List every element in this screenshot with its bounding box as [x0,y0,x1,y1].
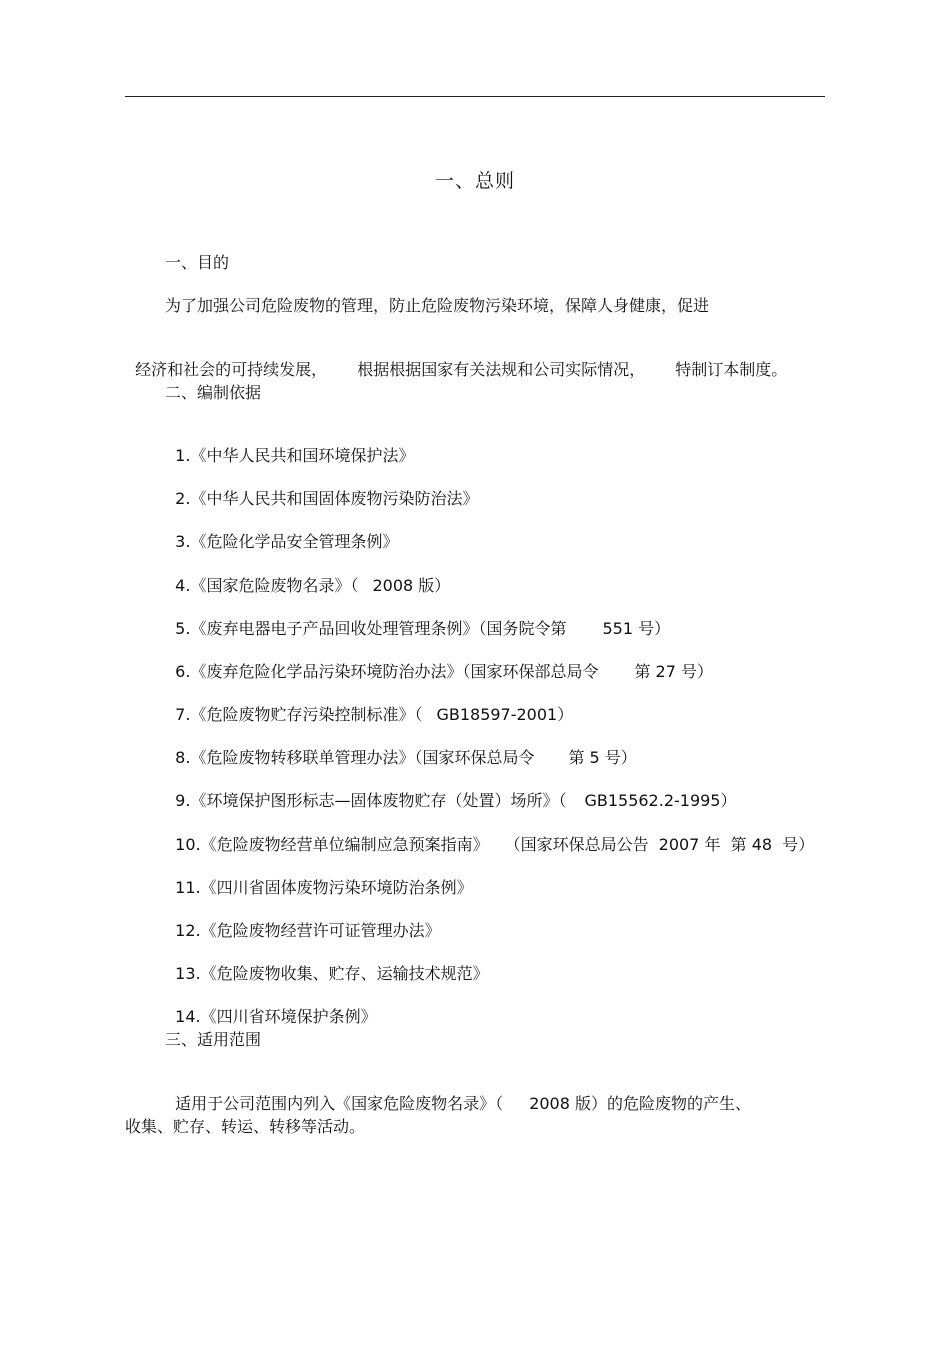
basis-item [165,469,478,509]
basis-item [165,944,489,984]
basis-item-number: 551 号） [602,619,671,638]
basis-item-text: 3.《危险化学品安全管理条例》 [175,532,399,551]
purpose-line-2-part-a: 经济和社会的可持续发展， [135,360,328,379]
purpose-heading: 一、目的 [165,253,230,272]
basis-item-number: 第 27 号） [634,662,713,681]
scope-heading: 三、适用范围 [165,1030,262,1049]
basis-item-text: 9.《环境保护图形标志—固体废物贮存（处置）场所》（ [175,791,567,810]
scope-line-2: 收集、贮存、转运、转移等活动。 [125,1117,366,1136]
basis-item [165,771,737,811]
basis-item-text: 10.《危险废物经营单位编制应急预案指南》 [175,835,489,854]
basis-item-text: 12.《危险废物经营许可证管理办法》 [175,921,441,940]
basis-item-standard: GB18597-2001） [436,705,574,724]
scope-line-1-part-b: 2008 版）的危险废物的产生、 [529,1094,751,1113]
basis-item [165,685,573,725]
basis-item [165,642,713,682]
basis-item [165,728,637,768]
basis-item-text: 11.《四川省固体废物污染环境防治条例》 [175,878,473,897]
basis-item-text: 7.《危险废物贮存污染控制标准》（ [175,705,423,724]
section-title: 一、总则 [434,170,515,192]
basis-item [165,426,414,466]
header-rule [125,96,825,97]
basis-item-text: 1.《中华人民共和国环境保护法》 [175,446,415,465]
basis-item-text: 13.《危险废物收集、贮存、运输技术规范》 [175,964,489,983]
basis-item-number: 2007 年 第 48 号） [658,835,815,854]
basis-item [165,901,441,941]
purpose-line-2-part-c: 特制订本制度。 [675,360,788,379]
basis-item-text: 6.《废弃危险化学品污染环境防治办法》（国家环保部总局令 [175,662,599,681]
purpose-line-2 [125,340,787,380]
basis-heading: 二、编制依据 [165,383,262,402]
basis-item [165,512,398,552]
basis-item-text: 8.《危险废物转移联单管理办法》（国家环保总局令 [175,748,535,767]
basis-item [165,987,377,1027]
basis-item-text: 14.《四川省环境保护条例》 [175,1007,377,1026]
basis-item-version: 2008 版） [372,576,451,595]
scope-line-1-part-a: 适用于公司范围内列入《国家危险废物名录》（ [175,1094,504,1113]
basis-item-source: （国家环保总局公告 [504,835,649,854]
basis-item-text: 2.《中华人民共和国固体废物污染防治法》 [175,489,479,508]
basis-item-text: 4.《国家危险废物名录》（ [175,576,359,595]
purpose-line-2-part-b: 根据根据国家有关法规和公司实际情况， [357,360,646,379]
basis-item [165,599,670,639]
basis-item-text: 5.《废弃电器电子产品回收处理管理条例》（国务院令第 [175,619,567,638]
basis-item-number: 第 5 号） [568,748,637,767]
basis-item [165,858,473,898]
purpose-line-1: 为了加强公司危险废物的管理，防止危险废物污染环境，保障人身健康，促进 [165,296,710,315]
scope-line-1 [165,1074,751,1114]
basis-item [165,556,450,596]
basis-item [165,815,814,855]
basis-item-standard: GB15562.2-1995） [584,791,737,810]
